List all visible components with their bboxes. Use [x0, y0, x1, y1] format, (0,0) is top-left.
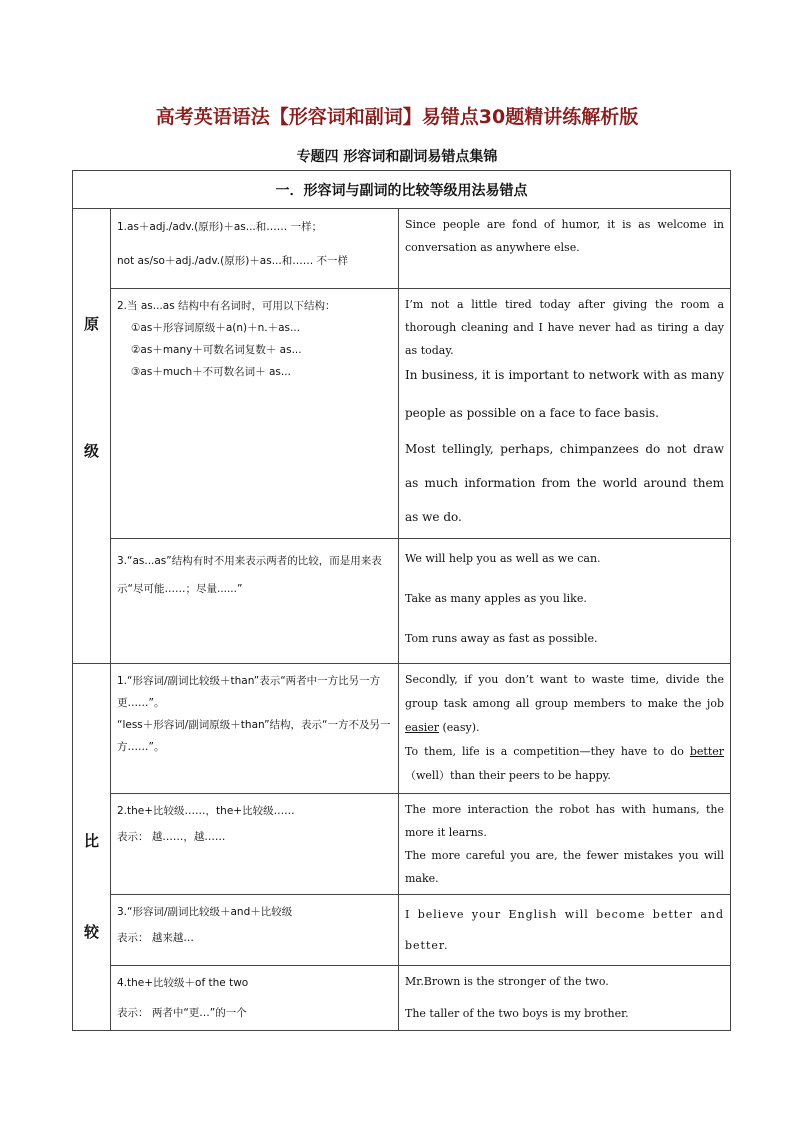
- section-heading: 一．形容词与副词的比较等级用法易错点: [73, 171, 731, 209]
- rule-line: ②as＋many＋可数名词复数＋ as...: [131, 344, 302, 356]
- rule-line: “less＋形容词/副词原级＋than”结构，表示“一方不及另一方……”。: [117, 719, 391, 753]
- example-line: Take as many apples as you like.: [405, 592, 587, 605]
- example-line: The more careful you are, the fewer mistakes you will make.: [405, 849, 725, 885]
- category-original-char-1: 原: [83, 315, 99, 333]
- example-cell: [399, 664, 731, 794]
- document-subtitle: 专题四 形容词和副词易错点集锦: [296, 149, 498, 165]
- example-text: （well）than their peers to be happy.: [405, 769, 611, 782]
- rule-line: 表示： 越来越…: [117, 932, 194, 944]
- rule-cell: [111, 895, 399, 966]
- rule-cell: [111, 289, 399, 539]
- category-original: [73, 209, 111, 664]
- rule-line: 3.“形容词/副词比较级＋and＋比较级: [117, 906, 293, 918]
- example-cell: [399, 966, 731, 1031]
- rule-line: 2.the+比较级……，the+比较级……: [117, 805, 295, 817]
- example-text: To them, life is a competition—they have to do: [405, 745, 690, 758]
- answer-easier: easier: [405, 721, 439, 734]
- rule-cell: [111, 966, 399, 1031]
- example-line: The taller of the two boys is my brother.: [405, 1007, 629, 1020]
- rule-cell: [111, 794, 399, 895]
- rule-line: 表示： 两者中“更…”的一个: [117, 1007, 247, 1019]
- grammar-table: [72, 170, 731, 1031]
- rule-line: 1.“形容词/副词比较级＋than”表示“两者中一方比另一方更……”。: [117, 675, 381, 709]
- rule-line: ①as＋形容词原级＋a(n)＋n.＋as...: [131, 322, 301, 334]
- example-line: I believe your English will become better and better.: [405, 908, 725, 952]
- rule-cell: [111, 209, 399, 289]
- example-line: In business, it is important to network with as many people as possible on a face to face basis.: [405, 368, 725, 420]
- example-text: (easy).: [439, 721, 480, 734]
- answer-better: better: [689, 745, 725, 758]
- category-original-char-2: 级: [83, 442, 99, 460]
- document-title: 高考英语语法【形容词和副词】易错点30题精讲练解析版: [155, 106, 639, 128]
- rule-line: 1.as＋adj./adv.(原形)＋as...和…… 一样；: [117, 221, 323, 233]
- category-comparative-char-2: 较: [83, 923, 99, 941]
- rule-line: 表示： 越……，越……: [117, 831, 226, 843]
- rule-line: 4.the+比较级＋of the two: [117, 977, 249, 989]
- example-line: I’m not a little tired today after giving the room a thorough cleaning and I have never had as tiring a day as today.: [405, 298, 725, 357]
- example-line: We will help you as well as we can.: [405, 552, 601, 565]
- example-cell: [399, 895, 731, 966]
- category-comparative: [73, 664, 111, 1031]
- rule-line: not as/so＋adj./adv.(原形)＋as...和…… 不一样: [117, 255, 349, 267]
- category-comparative-char-1: 比: [83, 832, 99, 850]
- rule-line: 2.当 as...as 结构中有名词时，可用以下结构：: [117, 300, 336, 312]
- example-line: Tom runs away as fast as possible.: [405, 632, 598, 645]
- example-text: Secondly, if you don’t want to waste time, divide the group task among all group members to make the job: [405, 673, 725, 710]
- example-line: Mr.Brown is the stronger of the two.: [405, 975, 609, 988]
- example-cell: [399, 289, 731, 539]
- example-line: The more interaction the robot has with humans, the more it learns.: [405, 803, 725, 839]
- rule-line: 3.“as...as”结构有时不用来表示两者的比较，而是用来表示“尽可能……；尽量......”: [117, 555, 382, 595]
- example-cell: [399, 539, 731, 664]
- example-line: Since people are fond of humor, it is as welcome in conversation as anywhere else.: [405, 218, 725, 254]
- example-cell: [399, 209, 731, 289]
- example-cell: [399, 794, 731, 895]
- rule-cell: [111, 539, 399, 664]
- example-line: Most tellingly, perhaps, chimpanzees do not draw as much information from the world around them as we do.: [405, 442, 725, 524]
- rule-line: ③as＋much＋不可数名词＋ as...: [131, 366, 291, 378]
- rule-cell: [111, 664, 399, 794]
